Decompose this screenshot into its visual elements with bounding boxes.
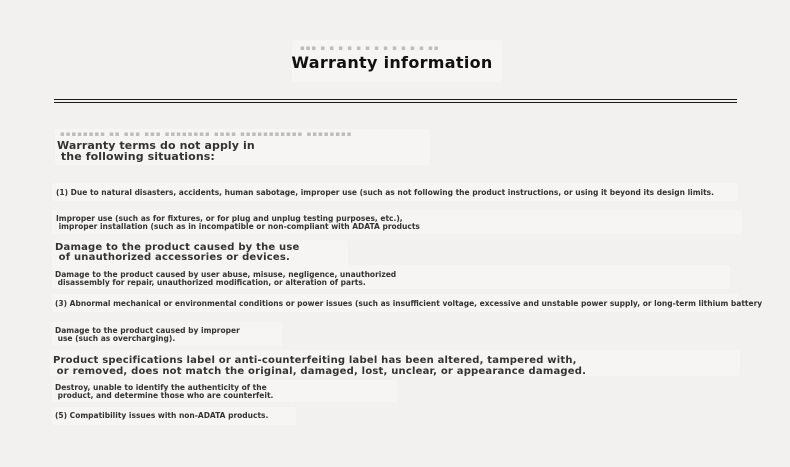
divider-top xyxy=(54,99,737,100)
warranty-exclusion-item: Improper use (such as for fixtures, or for plug and unplug testing purposes, etc.), xyxy=(56,214,403,223)
warranty-exclusion-item: Damage to the product caused by improper xyxy=(55,326,240,335)
faint-header-text: ▪▪▪ ▪ ▪ ▪ ▪ ▪ ▪ ▪ ▪ ▪ ▪ ▪ ▪ ▪▪ xyxy=(300,44,440,52)
section-heading-line-1: Warranty terms do not apply in xyxy=(57,139,255,152)
warranty-exclusion-item: improper installation (such as in incompatible or non-compliant with ADATA products xyxy=(56,222,420,231)
warranty-exclusion-item: Product specifications label or anti-counterfeiting label has been altered, tampered with, xyxy=(53,355,577,366)
warranty-exclusion-item: (5) Compatibility issues with non-ADATA products. xyxy=(55,411,269,420)
warranty-exclusion-item: or removed, does not match the original, damaged, lost, unclear, or appearance damaged. xyxy=(53,366,587,377)
warranty-exclusion-item: Destroy, unable to identify the authenticity of the xyxy=(55,383,267,392)
warranty-exclusion-item: Damage to the product caused by user abuse, misuse, negligence, unauthorized xyxy=(55,270,397,279)
section-heading-line-2: the following situations: xyxy=(57,150,215,163)
warranty-exclusion-item: (1) Due to natural disasters, accidents, human sabotage, improper use (such as not following the product instructions, or using it beyond its design limits. xyxy=(56,188,714,197)
warranty-exclusion-item: Damage to the product caused by the use xyxy=(55,242,300,253)
warranty-exclusion-item: of unauthorized accessories or devices. xyxy=(55,252,291,263)
warranty-exclusion-item: disassembly for repair, unauthorized modification, or alteration of parts. xyxy=(55,278,366,287)
divider-bottom xyxy=(54,102,737,103)
warranty-exclusion-item: use (such as overcharging). xyxy=(55,334,176,343)
warranty-exclusion-item: (3) Abnormal mechanical or environmental conditions or power issues (such as insufficient voltage, excessive and unstable power supply, or long-term lithium battery xyxy=(55,299,763,308)
faint-heading-text: ▪▪▪▪▪▪▪▪ ▪▪ ▪▪▪ ▪▪▪ ▪▪▪▪▪▪▪▪ ▪▪▪▪ ▪▪▪▪▪▪▪▪▪▪▪ ▪▪▪▪▪▪▪▪ xyxy=(60,130,353,138)
page-title: Warranty information xyxy=(291,53,493,72)
warranty-exclusion-item: product, and determine those who are counterfeit. xyxy=(55,391,274,400)
